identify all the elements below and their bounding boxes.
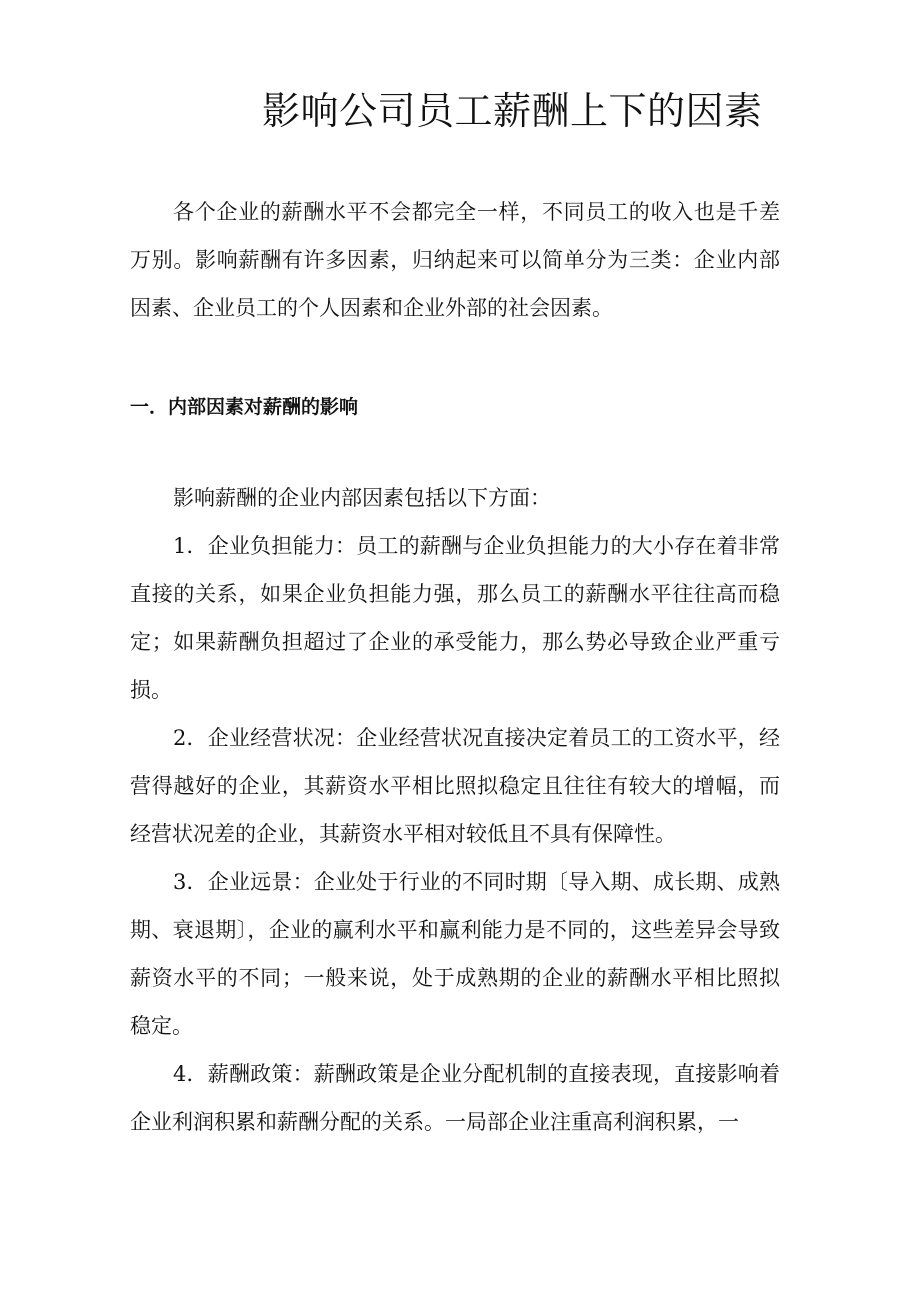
section-lead-paragraph: 影响薪酬的企业内部因素包括以下方面： — [173, 486, 551, 510]
list-item-business-status: 2．企业经营状况：企业经营状况直接决定着员工的工资水平，经营得越好的企业，其薪资水平相比照拟稳定且往往有较大的增幅，而经营状况差的企业，其薪资水平相对较低且不具有保障性。 — [130, 726, 780, 846]
section-heading: 一．内部因素对薪酬的影响 — [130, 396, 359, 418]
list-item-salary-policy: 4．薪酬政策：薪酬政策是企业分配机制的直接表现，直接影响着企业利润积累和薪酬分配的关系。一局部企业注重高利润积累，一 — [130, 1062, 780, 1134]
list-item-enterprise-outlook: 3．企业远景：企业处于行业的不同时期〔导入期、成长期、成熟期、衰退期〕，企业的赢利水平和赢利能力是不同的，这些差异会导致薪资水平的不同；一般来说，处于成熟期的企业的薪酬水平相比照拟稳定。 — [130, 870, 780, 1038]
list-item-burden-capacity: 1．企业负担能力：员工的薪酬与企业负担能力的大小存在着非常直接的关系，如果企业负担能力强，那么员工的薪酬水平往往高而稳定；如果薪酬负担超过了企业的承受能力，那么势必导致企业严重亏损。 — [130, 534, 780, 702]
intro-paragraph: 各个企业的薪酬水平不会都完全一样，不同员工的收入也是千差万别。影响薪酬有许多因素，归纳起来可以简单分为三类：企业内部因素、企业员工的个人因素和企业外部的社会因素。 — [130, 200, 780, 320]
document-title: 影响公司员工薪酬上下的因素 — [262, 89, 763, 133]
